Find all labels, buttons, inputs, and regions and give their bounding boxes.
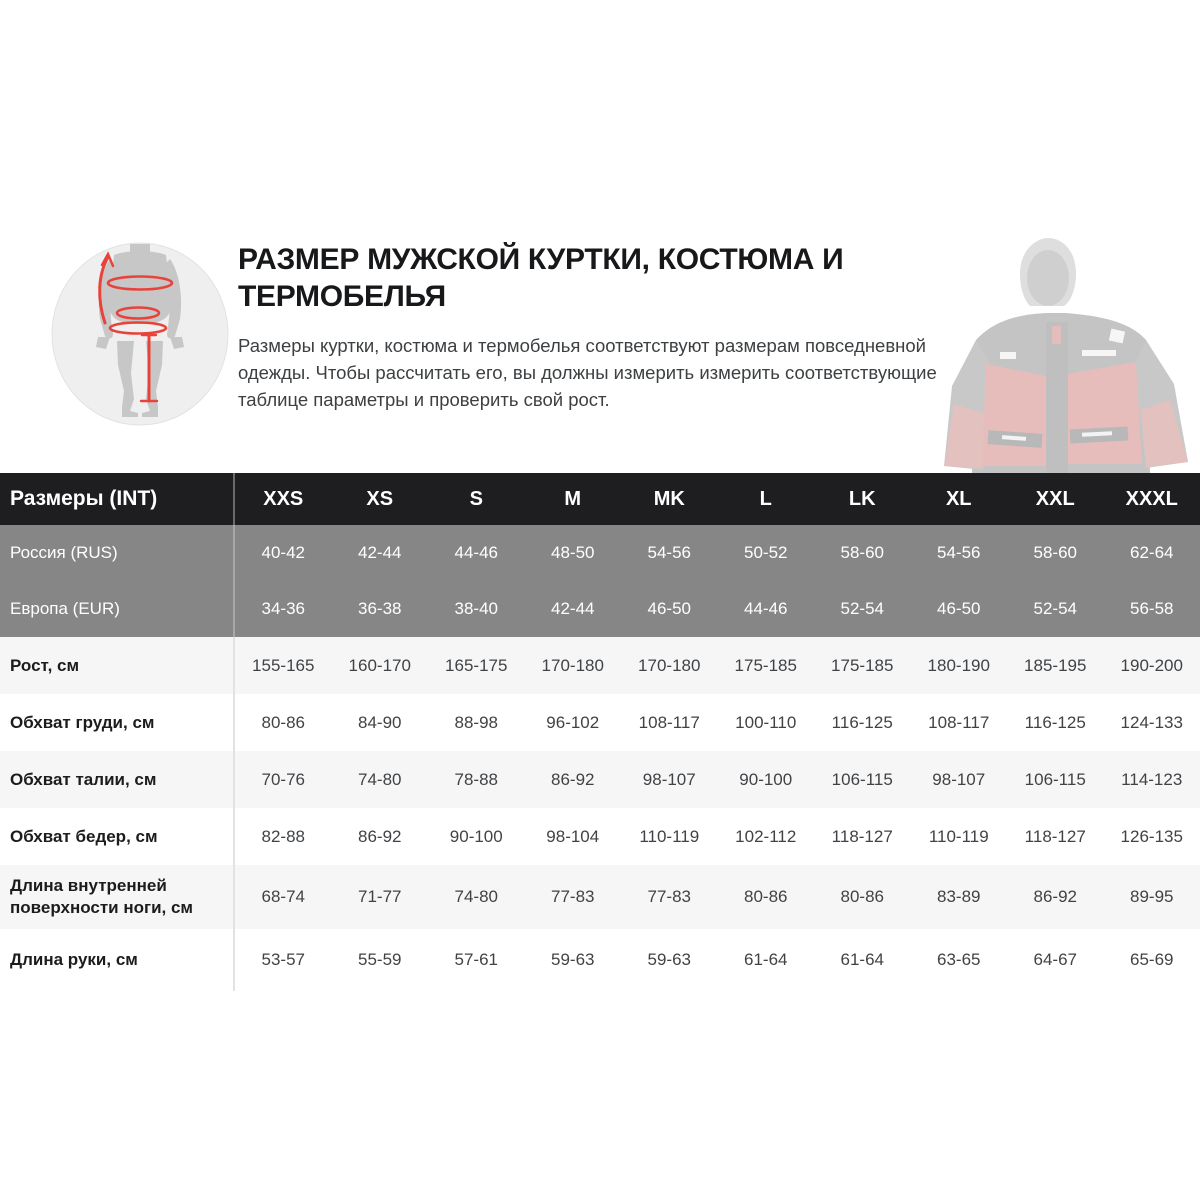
size-value-cell: 100-110: [735, 712, 797, 732]
size-value-cell: 77-83: [647, 887, 691, 906]
size-value-cell: 84-90: [358, 712, 402, 732]
jacket-product-image: [942, 234, 1192, 473]
size-value-cell: 114-123: [1121, 769, 1183, 789]
size-value-cell: 42-44: [358, 543, 402, 562]
size-value-cell: 80-86: [744, 887, 788, 906]
size-value-cell: 110-119: [928, 826, 989, 846]
size-value-cell: 46-50: [937, 599, 981, 618]
size-value-cell: 59-63: [551, 950, 595, 969]
size-value-cell: 40-42: [261, 543, 305, 562]
size-value-cell: 106-115: [831, 769, 893, 789]
row-label: Россия (RUS): [0, 525, 235, 581]
size-table-row: [0, 525, 1200, 581]
size-value-cell: 44-46: [744, 599, 788, 618]
size-value-cell: 58-60: [840, 543, 884, 562]
size-value-cell: 90-100: [449, 826, 503, 846]
size-column-header: MK: [653, 487, 685, 510]
size-table-row: [0, 694, 1200, 751]
row-label: Обхват бедер, см: [0, 808, 235, 865]
size-table-row: [0, 929, 1200, 991]
size-value-cell: 44-46: [454, 543, 498, 562]
size-value-cell: 63-65: [937, 950, 981, 969]
row-label: Рост, см: [0, 637, 235, 694]
row-label: Обхват талии, см: [0, 751, 235, 808]
size-column-header: LK: [848, 487, 876, 510]
size-value-cell: 108-117: [638, 712, 700, 732]
size-value-cell: 34-36: [261, 599, 305, 618]
size-value-cell: 126-135: [1120, 826, 1183, 846]
size-value-cell: 36-38: [358, 599, 402, 618]
size-value-cell: 190-200: [1120, 655, 1183, 675]
size-column-header: XL: [945, 487, 972, 510]
size-value-cell: 170-180: [638, 655, 701, 675]
size-value-cell: 88-98: [454, 712, 498, 732]
page-title: РАЗМЕР МУЖСКОЙ КУРТКИ, КОСТЮМА И ТЕРМОБЕЛЬЯ: [238, 243, 844, 313]
size-value-cell: 46-50: [647, 599, 691, 618]
size-value-cell: 124-133: [1120, 712, 1183, 732]
size-value-cell: 160-170: [348, 655, 411, 675]
measurement-badge: [50, 241, 230, 427]
size-value-cell: 86-92: [1033, 887, 1077, 906]
size-column-header: XS: [366, 487, 394, 510]
size-value-cell: 118-127: [1024, 826, 1086, 846]
size-value-cell: 98-107: [932, 769, 986, 789]
size-column-header: XXS: [263, 487, 304, 510]
size-column-header: S: [469, 487, 483, 510]
size-value-cell: 90-100: [739, 769, 793, 789]
size-value-cell: 102-112: [735, 826, 797, 846]
size-value-cell: 56-58: [1130, 599, 1174, 618]
size-value-cell: 65-69: [1130, 950, 1174, 969]
size-value-cell: 89-95: [1130, 887, 1174, 906]
size-value-cell: 54-56: [647, 543, 691, 562]
size-column-header: M: [564, 487, 582, 510]
size-value-cell: 106-115: [1024, 769, 1086, 789]
size-value-cell: 52-54: [1033, 599, 1077, 618]
size-value-cell: 86-92: [358, 826, 402, 846]
size-value-cell: 175-185: [734, 655, 797, 675]
size-value-cell: 59-63: [647, 950, 691, 969]
row-label: Европа (EUR): [0, 581, 235, 637]
size-value-cell: 175-185: [831, 655, 894, 675]
page-description: Размеры куртки, костюма и термобелья соответствуют размерам повседневной одежды. Чтобы рассчитать его, вы должны измерить измерить соответствующие таблице параметры и проверить свой рост.: [238, 335, 937, 410]
size-value-cell: 61-64: [744, 950, 788, 969]
size-value-cell: 42-44: [551, 599, 595, 618]
size-table-row: [0, 751, 1200, 808]
row-label: Обхват груди, см: [0, 694, 235, 751]
size-value-cell: 78-88: [454, 769, 498, 789]
corner-label: Размеры (INT): [0, 473, 235, 525]
size-value-cell: 96-102: [546, 712, 600, 732]
size-value-cell: 80-86: [261, 712, 305, 732]
size-value-cell: 52-54: [840, 599, 884, 618]
body-measurement-icon: [50, 241, 230, 427]
size-value-cell: 64-67: [1033, 950, 1077, 969]
size-value-cell: 170-180: [541, 655, 604, 675]
size-value-cell: 61-64: [840, 950, 884, 969]
intro-copy: [238, 241, 950, 413]
size-value-cell: 70-76: [261, 769, 305, 789]
size-value-cell: 48-50: [551, 543, 595, 562]
size-table-header-row: [0, 473, 1200, 525]
row-label: Длина руки, см: [0, 929, 235, 991]
size-value-cell: 98-107: [642, 769, 696, 789]
size-value-cell: 155-165: [252, 655, 315, 675]
size-value-cell: 68-74: [261, 887, 305, 906]
size-value-cell: 71-77: [358, 887, 402, 906]
size-value-cell: 98-104: [546, 826, 600, 846]
size-value-cell: 110-119: [639, 826, 700, 846]
size-table-row: [0, 581, 1200, 637]
intro-section: [0, 0, 1200, 473]
size-value-cell: 50-52: [744, 543, 788, 562]
size-value-cell: 58-60: [1033, 543, 1077, 562]
size-table-row: [0, 865, 1200, 929]
size-table: [0, 473, 1200, 991]
size-column-header: XXXL: [1125, 487, 1178, 510]
size-value-cell: 116-125: [1024, 712, 1086, 732]
size-value-cell: 118-127: [831, 826, 893, 846]
size-value-cell: 185-195: [1024, 655, 1087, 675]
size-table-row: [0, 637, 1200, 694]
size-value-cell: 86-92: [551, 769, 595, 789]
size-column-header: L: [759, 487, 772, 510]
size-value-cell: 62-64: [1130, 543, 1174, 562]
size-value-cell: 82-88: [261, 826, 305, 846]
size-value-cell: 180-190: [927, 655, 990, 675]
size-value-cell: 54-56: [937, 543, 981, 562]
size-value-cell: 116-125: [831, 712, 893, 732]
size-value-cell: 165-175: [445, 655, 508, 675]
jacket-image-wrap: [942, 234, 1192, 473]
size-value-cell: 57-61: [454, 950, 498, 969]
size-value-cell: 83-89: [937, 887, 981, 906]
size-value-cell: 74-80: [358, 769, 402, 789]
size-value-cell: 55-59: [358, 950, 402, 969]
size-value-cell: 53-57: [261, 950, 305, 969]
size-value-cell: 74-80: [454, 887, 498, 906]
size-value-cell: 77-83: [551, 887, 595, 906]
size-value-cell: 80-86: [840, 887, 884, 906]
size-value-cell: 108-117: [928, 712, 990, 732]
size-value-cell: 38-40: [454, 599, 498, 618]
size-table-row: [0, 808, 1200, 865]
size-column-header: XXL: [1035, 487, 1075, 510]
row-label: Длина внутренней поверхности ноги, см: [0, 865, 235, 929]
